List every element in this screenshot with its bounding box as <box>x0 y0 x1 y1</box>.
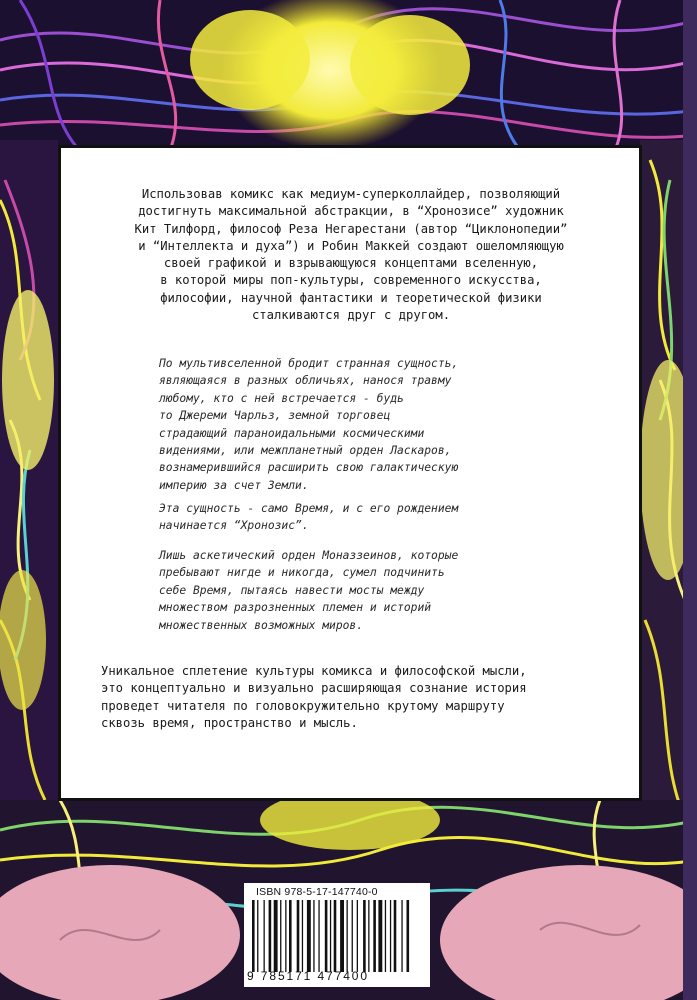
barcode-bar <box>252 900 255 972</box>
outro-paragraph: Уникальное сплетение культуры комикса и философской мысли, это концептуально и визуально расширяющая сознание история проведет читателя по головокружительно крутому маршруту сквозь время, пространство и мысль. <box>101 664 527 730</box>
barcode-bar <box>280 900 281 972</box>
barcode-bar <box>394 900 397 972</box>
intro-paragraph: Использовав комикс как медиум-суперколлайдер, позволяющий достигнуть максимальной абстракции, в “Хронозисе” художник Кит Тилфорд, философ Реза Негарестани (автор “Циклонопедии” и “Интеллекта и духа”) и Робин Маккей создают ошеломляющую своей графикой и взрывающуюся концептами вселенную, в которой миры поп-культуры, современного искусства, философии, научной фантастики и теоретической физики сталкиваются друг с другом. <box>134 187 568 323</box>
barcode-bar <box>325 900 328 972</box>
barcode-bar <box>373 900 376 972</box>
barcode-bar <box>330 900 331 972</box>
barcode-bar <box>407 900 410 972</box>
barcode-bar <box>318 900 319 972</box>
barcode-bar <box>363 900 366 972</box>
barcode-bar <box>285 900 286 972</box>
quote-paragraph-3: Лишь аскетический орден Моназзеинов, которые пребывают нигде и никогда, сумел подчинить себе Время, пытаясь навести мосты между множеством разрозненных племен и историй множественных возможных миров. <box>159 549 459 632</box>
spine-stripe <box>683 0 697 1000</box>
barcode-bar <box>274 900 278 972</box>
barcode-bar <box>257 900 258 972</box>
barcode-bar <box>313 900 314 972</box>
isbn-barcode <box>244 883 430 987</box>
isbn-label: ISBN 978-5-17-147740-0 <box>256 886 378 898</box>
quote-paragraph-2: Эта сущность - само Время, и с его рождением начинается “Хронозис”. <box>159 502 459 533</box>
barcode-bar <box>307 900 311 972</box>
barcode-bar <box>297 900 300 972</box>
barcode-bar <box>264 900 265 972</box>
barcode-bar <box>302 900 303 972</box>
quote-paragraph-1: По мультивселенной бродит странная сущность, являющаяся в разных обличьях, нанося травму любому, кто с ней встречается - будь то Джереми Чарльз, земной торговец страдающий параноидальными космическими видениями, или межпланетный орден Ласкаров, вознамерившийся расширить свою галактическую империю за счет Земли. <box>159 357 459 492</box>
barcode-bar <box>340 900 344 972</box>
blurb-panel <box>58 145 642 801</box>
barcode-bar <box>390 900 391 972</box>
barcode-bar <box>357 900 358 972</box>
barcode-bar <box>334 900 337 972</box>
barcode-bar <box>378 900 382 972</box>
barcode-bar <box>368 900 369 972</box>
barcode-digits: 9 785171 477400 <box>247 969 369 983</box>
barcode-bar <box>269 900 272 972</box>
barcode-bars <box>252 900 424 972</box>
barcode-bar <box>352 900 353 972</box>
barcode-bar <box>289 900 292 972</box>
barcode-bar <box>401 900 402 972</box>
barcode-bar <box>347 900 348 972</box>
barcode-bar <box>385 900 386 972</box>
